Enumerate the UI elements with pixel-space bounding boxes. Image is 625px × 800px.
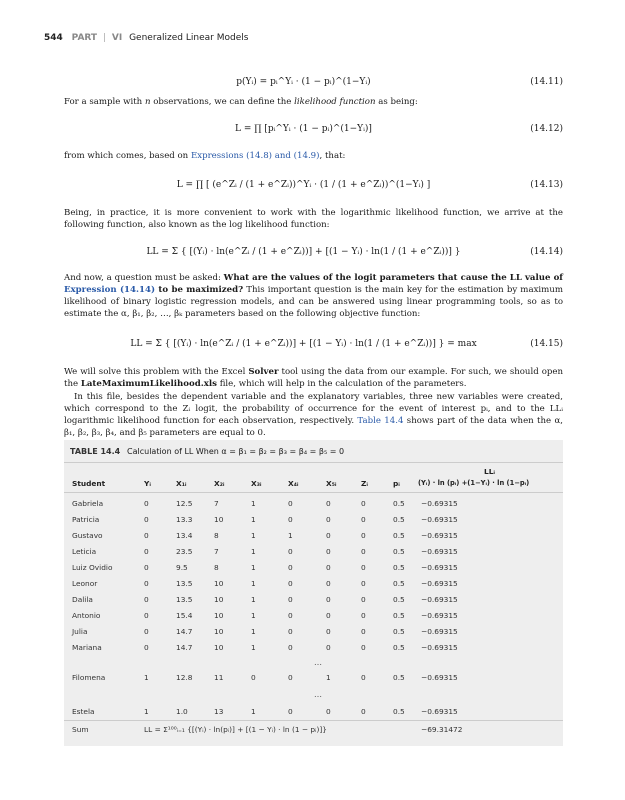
column-header: pᵢ <box>393 479 400 488</box>
cell: 0 <box>144 595 149 604</box>
cell: 1 <box>144 707 149 716</box>
cell: 0.5 <box>393 673 405 682</box>
text: And now, a question must be asked: <box>64 273 224 283</box>
equation-14-14 <box>44 236 563 268</box>
cell: 0 <box>326 563 331 572</box>
cell: 0 <box>326 531 331 540</box>
cell: −0.69315 <box>421 579 458 588</box>
cell: Dalila <box>72 595 93 604</box>
cell: 1 <box>288 531 293 540</box>
cell: 0 <box>144 531 149 540</box>
cell: 11 <box>214 673 224 682</box>
cell: 0 <box>361 627 366 636</box>
cell: −0.69315 <box>421 515 458 524</box>
cell: 10 <box>214 595 224 604</box>
equation-body: p(Yᵢ) = pᵢ^Yᵢ · (1 − pᵢ)^(1−Yᵢ) <box>236 77 371 87</box>
equation-number: (14.14) <box>530 247 563 257</box>
cell: 0 <box>144 499 149 508</box>
cell: 12.8 <box>176 673 193 682</box>
cell: 1 <box>251 595 256 604</box>
cell: 1 <box>251 579 256 588</box>
cell: Gustavo <box>72 531 103 540</box>
cell: Filomena <box>72 673 106 682</box>
cell: 1 <box>251 611 256 620</box>
cell: 9.5 <box>176 563 188 572</box>
cell: 0 <box>361 595 366 604</box>
cell: 0.5 <box>393 515 405 524</box>
cell: 23.5 <box>176 547 193 556</box>
cell: 0 <box>144 563 149 572</box>
text-bold: to be maximized? <box>155 285 244 295</box>
paragraph-solver <box>64 366 563 390</box>
cell: 1 <box>251 531 256 540</box>
cell: 0 <box>144 579 149 588</box>
cell: 0.5 <box>393 627 405 636</box>
cell: 0.5 <box>393 547 405 556</box>
cell: 0 <box>326 643 331 652</box>
equation-14-12 <box>44 116 563 142</box>
cell: 0 <box>326 595 331 604</box>
cell: −0.69315 <box>421 531 458 540</box>
table-14-4 <box>64 440 563 746</box>
cell: 0 <box>144 611 149 620</box>
cell: 1 <box>144 673 149 682</box>
text-bold: What are the values of the logit parameters that cause the LL value of <box>223 273 563 283</box>
equation-body: L = ∏ [ (e^Zᵢ / (1 + e^Zᵢ))^Yᵢ · (1 / (1 + e^Zᵢ))^(1−Yᵢ) ] <box>176 180 431 190</box>
cell: 0 <box>144 627 149 636</box>
cell: 0.5 <box>393 579 405 588</box>
sum-formula: LL = Σ¹⁰⁰ᵢ₌₁ {[(Yᵢ) · ln(pᵢ)] + [(1 − Yᵢ) · ln (1 − pᵢ)]} <box>144 725 327 734</box>
cell: 7 <box>214 499 219 508</box>
ellipsis: … <box>314 690 322 699</box>
cell: 8 <box>214 531 219 540</box>
text: In this file, besides the dependent variable and the explanatory variables, three new variables were created, which correspond to the Zᵢ logit, the probability of occurrence for the event of interest pᵢ, and to the LLᵢ logarithmic likelihood function for each observation, respectively. <box>64 392 563 426</box>
cell: 0 <box>288 563 293 572</box>
cell: 0 <box>361 579 366 588</box>
table-row <box>64 702 563 721</box>
cell: 8 <box>214 563 219 572</box>
cell: Luiz Ovidio <box>72 563 113 572</box>
column-header: X₂ᵢ <box>214 479 225 488</box>
cross-reference-link[interactable]: Expression (14.14) <box>64 285 156 295</box>
cell: 0 <box>288 707 293 716</box>
column-header: X₃ᵢ <box>251 479 262 488</box>
table-header-row <box>64 466 563 492</box>
cell: 1 <box>251 707 256 716</box>
sum-value: −69.31472 <box>421 725 463 734</box>
equation-number: (14.13) <box>530 180 563 190</box>
column-header: X₁ᵢ <box>176 479 187 488</box>
cell: 0 <box>144 547 149 556</box>
cell: 0.5 <box>393 643 405 652</box>
cell: −0.69315 <box>421 643 458 652</box>
cell: 0.5 <box>393 707 405 716</box>
column-header: X₅ᵢ <box>326 479 337 488</box>
text: file, which will help in the calculation of the parameters. <box>216 379 467 389</box>
cell: 0 <box>326 707 331 716</box>
column-header: X₄ᵢ <box>288 479 299 488</box>
cell: 1 <box>251 643 256 652</box>
cell: 0 <box>361 611 366 620</box>
paragraph-log-likelihood <box>64 207 563 231</box>
running-header <box>44 33 248 43</box>
cell: 10 <box>214 627 224 636</box>
cell: 0.5 <box>393 611 405 620</box>
cell: 0 <box>361 707 366 716</box>
chapter-title: Generalized Linear Models <box>129 33 249 43</box>
cell: 1 <box>251 547 256 556</box>
column-header: LLᵢ <box>484 467 496 476</box>
cell: −0.69315 <box>421 707 458 716</box>
sum-label: Sum <box>72 725 89 734</box>
cell: −0.69315 <box>421 499 458 508</box>
text: observations, we can define the <box>150 97 295 107</box>
cell: 0 <box>326 579 331 588</box>
cell: 0.5 <box>393 531 405 540</box>
cell: 1.0 <box>176 707 188 716</box>
equation-14-11 <box>44 74 563 90</box>
paragraph-new-variables <box>64 391 563 439</box>
cell: 0 <box>288 611 293 620</box>
cell: 0 <box>326 627 331 636</box>
cell: 0 <box>144 643 149 652</box>
paragraph-from-which <box>64 150 563 162</box>
cell: 1 <box>251 627 256 636</box>
cell: Mariana <box>72 643 102 652</box>
cell: −0.69315 <box>421 595 458 604</box>
cell: −0.69315 <box>421 673 458 682</box>
part-number: VI <box>111 33 123 43</box>
cell: 10 <box>214 515 224 524</box>
text: tool using the data from our example. For such, we should open the <box>64 367 563 389</box>
cross-reference-link[interactable]: Expressions (14.8) and (14.9) <box>190 151 320 161</box>
cell: 13.4 <box>176 531 193 540</box>
equation-body: L = ∏ [pᵢ^Yᵢ · (1 − pᵢ)^(1−Yᵢ)] <box>235 124 372 134</box>
cell: 0.5 <box>393 499 405 508</box>
paragraph-question <box>64 272 563 320</box>
part-label: PART <box>71 33 98 43</box>
cell: 0 <box>361 673 366 682</box>
cell: 0 <box>326 611 331 620</box>
cell: 0 <box>361 563 366 572</box>
cell: Estela <box>72 707 95 716</box>
text-bold: Solver <box>248 367 279 377</box>
divider <box>64 462 563 463</box>
table-label: TABLE 14.4 <box>70 447 121 456</box>
cell: 0 <box>288 673 293 682</box>
cell: 10 <box>214 643 224 652</box>
paragraph-likelihood-intro <box>64 96 563 108</box>
term-italic: likelihood function <box>294 97 376 107</box>
text: This important question is the main key for the estimation by maximum likelihood of binary logistic regression models, and can be answered using linear programming tools, so as to estimate the α, β₁, β₂, …, βₖ parameters based on the following objective function: <box>64 285 563 319</box>
column-header: Student <box>72 479 106 488</box>
cell: 15.4 <box>176 611 193 620</box>
cell: 0 <box>361 515 366 524</box>
cell: 0 <box>326 515 331 524</box>
text: Being, in practice, it is more convenient to work with the logarithmic likelihood function, we arrive at the following function, also known as the log likelihood function: <box>64 208 563 230</box>
cell: 14.7 <box>176 643 193 652</box>
cell: 10 <box>214 579 224 588</box>
cell: 13.3 <box>176 515 193 524</box>
text: For a sample with <box>64 97 145 107</box>
cell: 0 <box>288 579 293 588</box>
cell: Leonor <box>72 579 98 588</box>
cross-reference-link[interactable]: Table 14.4 <box>357 416 404 426</box>
page-number: 544 <box>44 33 63 43</box>
cell: −0.69315 <box>421 611 458 620</box>
cell: 0 <box>288 515 293 524</box>
header-separator: | <box>102 33 106 43</box>
cell: 12.5 <box>176 499 193 508</box>
cell: 1 <box>251 563 256 572</box>
cell: 0.5 <box>393 595 405 604</box>
cell: −0.69315 <box>421 547 458 556</box>
cell: 0 <box>288 499 293 508</box>
filename-bold: LateMaximumLikelihood.xls <box>80 379 217 389</box>
cell: Leticia <box>72 547 97 556</box>
cell: 10 <box>214 611 224 620</box>
column-header: Zᵢ <box>361 479 368 488</box>
text: , that: <box>319 151 346 161</box>
cell: 1 <box>251 499 256 508</box>
table-row <box>64 668 563 687</box>
equation-number: (14.15) <box>530 339 563 349</box>
cell: 13.5 <box>176 595 193 604</box>
equation-body: LL = Σ { [(Yᵢ) · ln(e^Zᵢ / (1 + e^Zᵢ))] + [(1 − Yᵢ) · ln(1 / (1 + e^Zᵢ))] } <box>146 247 461 257</box>
text: shows part of the data when the α, β₁, β₂, β₃, β₄, and β₅ parameters are equal to 0. <box>64 416 564 438</box>
ellipsis: … <box>314 658 322 667</box>
cell: 0 <box>288 595 293 604</box>
table-row <box>64 640 563 659</box>
cell: −0.69315 <box>421 563 458 572</box>
text: as being: <box>375 97 418 107</box>
column-header: (Yᵢ) · ln (pᵢ) +(1−Yᵢ) · ln (1−pᵢ) <box>418 479 530 487</box>
text-italic: n <box>144 97 151 107</box>
cell: 1 <box>326 673 331 682</box>
cell: 0 <box>144 515 149 524</box>
cell: 0 <box>251 673 256 682</box>
cell: 0 <box>288 547 293 556</box>
cell: 0.5 <box>393 563 405 572</box>
equation-14-13 <box>44 170 563 200</box>
cell: 0 <box>326 499 331 508</box>
cell: 0 <box>361 531 366 540</box>
divider <box>64 492 563 493</box>
table-caption-text: Calculation of LL When α = β₁ = β₂ = β₃ = β₄ = β₅ = 0 <box>127 447 345 456</box>
cell: 14.7 <box>176 627 193 636</box>
cell: 13.5 <box>176 579 193 588</box>
equation-number: (14.12) <box>530 124 563 134</box>
column-header: Yᵢ <box>144 479 151 488</box>
equation-number: (14.11) <box>530 77 563 87</box>
cell: −0.69315 <box>421 627 458 636</box>
equation-14-15 <box>44 328 563 360</box>
cell: 0 <box>361 643 366 652</box>
cell: Patricia <box>72 515 100 524</box>
text: from which comes, based on <box>64 151 191 161</box>
table-caption <box>70 447 344 456</box>
text: We will solve this problem with the Excel <box>64 367 249 377</box>
cell: 0 <box>288 627 293 636</box>
cell: 1 <box>251 515 256 524</box>
cell: 0 <box>361 499 366 508</box>
equation-body: LL = Σ { [(Yᵢ) · ln(e^Zᵢ / (1 + e^Zᵢ))] + [(1 − Yᵢ) · ln(1 / (1 + e^Zᵢ))] } = max <box>130 339 477 349</box>
table-sum-row <box>64 720 563 739</box>
cell: 0 <box>288 643 293 652</box>
cell: 0 <box>326 547 331 556</box>
cell: 7 <box>214 547 219 556</box>
cell: Gabriela <box>72 499 104 508</box>
cell: 13 <box>214 707 224 716</box>
cell: Julia <box>72 627 88 636</box>
cell: Antonio <box>72 611 101 620</box>
cell: 0 <box>361 547 366 556</box>
